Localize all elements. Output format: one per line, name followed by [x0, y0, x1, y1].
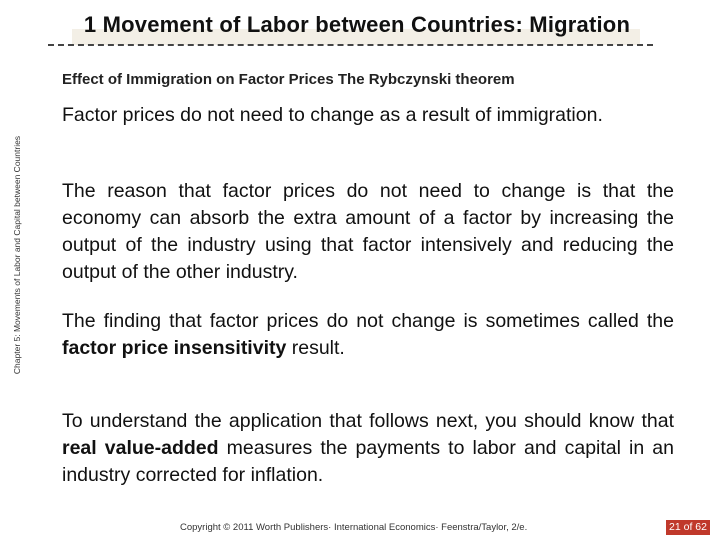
paragraph-real-value-added	[62, 408, 674, 489]
paragraph-text: The finding that factor prices do not change is sometimes called the	[62, 310, 674, 332]
chapter-sidebar-label: Chapter 5: Movements of Labor and Capital between Countries	[12, 135, 22, 375]
page-number-badge: 21 of 62	[666, 520, 710, 535]
term-factor-price-insensitivity: factor price insensitivity	[62, 337, 287, 359]
paragraph-text: To understand the application that follows next, you should know that	[62, 410, 674, 432]
paragraph-reason: The reason that factor prices do not need to change is that the economy can absorb the extra amount of a factor by increasing the output of the industry using that factor intensively and reducing the output of the other industry.	[62, 180, 674, 283]
section-subtitle: Effect of Immigration on Factor Prices The Rybczynski theorem	[62, 71, 515, 88]
term-real-value-added: real value-added	[62, 437, 219, 459]
paragraph-factor-prices: Factor prices do not need to change as a result of immigration.	[62, 104, 603, 126]
paragraph-text: result.	[286, 337, 345, 359]
paragraph-insensitivity	[62, 308, 674, 362]
title-divider	[48, 44, 653, 46]
footer-copyright: Copyright © 2011 Worth Publishers· International Economics· Feenstra/Taylor, 2/e.	[180, 522, 528, 533]
paragraph-text: measures the payments to labor and capital in an industry corrected for inflation.	[62, 437, 675, 486]
slide-title: 1 Movement of Labor between Countries: Migration	[83, 12, 631, 37]
